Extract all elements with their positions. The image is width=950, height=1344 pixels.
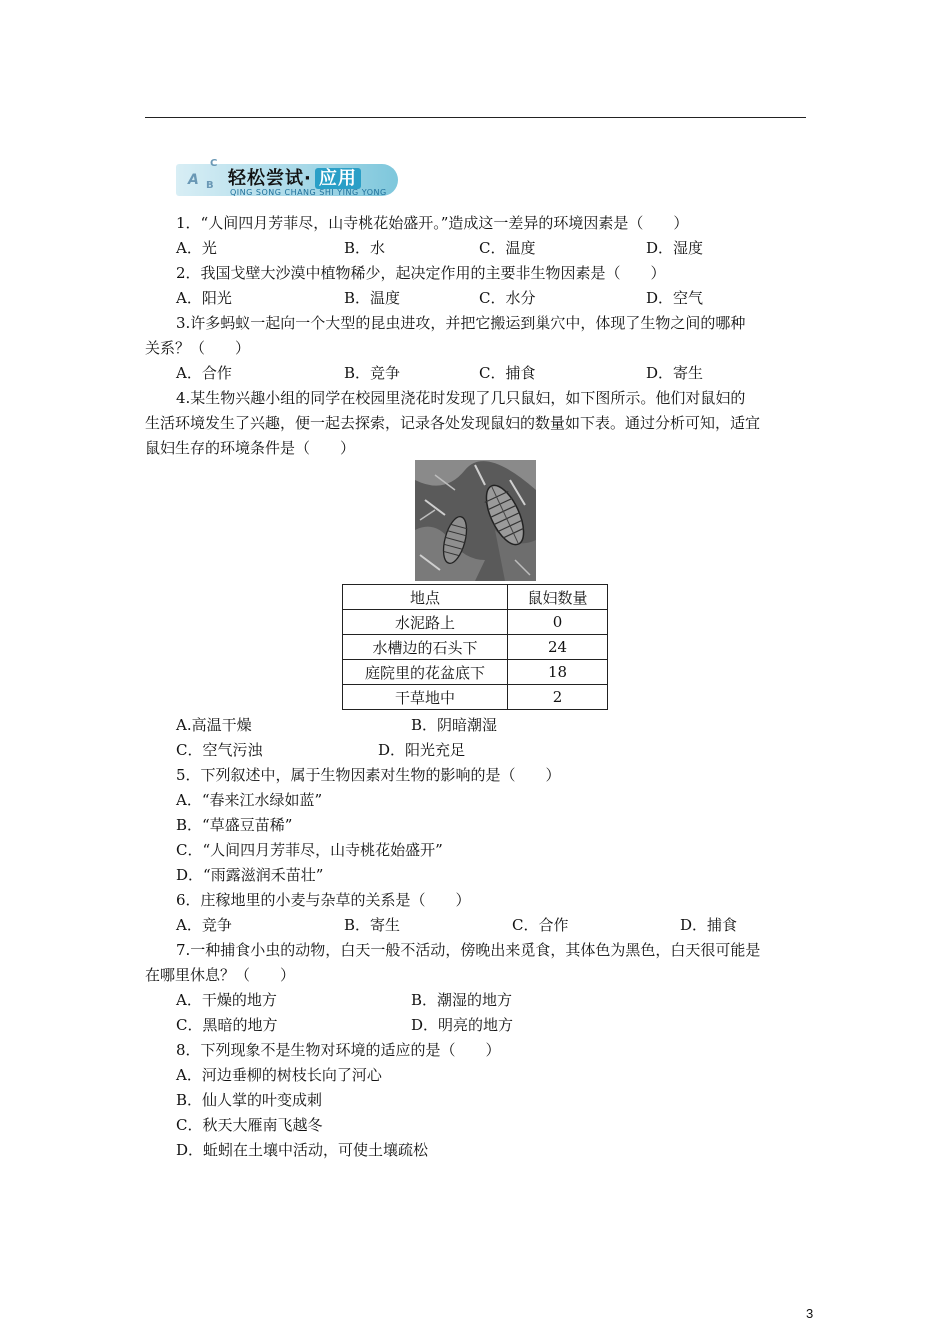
q3-option-b: B．竞争 <box>344 364 401 382</box>
q6-option-b: B．寄生 <box>344 916 401 934</box>
q3-stem-line2: 关系？（ ） <box>145 339 251 357</box>
q1-option-d: D．湿度 <box>646 239 704 257</box>
q5-option-c: C．“人间四月芳菲尽，山寺桃花始盛开” <box>176 841 443 859</box>
table-header-location: 地点 <box>343 585 508 610</box>
q3-option-c: C．捕食 <box>479 364 536 382</box>
q2-option-b: B．温度 <box>344 289 401 307</box>
q2-stem: 2．我国戈壁大沙漠中植物稀少，起决定作用的主要非生物因素是（ ） <box>176 264 666 282</box>
q8-option-c: C．秋天大雁南飞越冬 <box>176 1116 323 1134</box>
q4-option-b: B．阴暗潮湿 <box>411 716 498 734</box>
q1-option-a: A．光 <box>176 239 217 257</box>
q4-stem-line3: 鼠妇生存的环境条件是（ ） <box>145 439 356 457</box>
table-header-count: 鼠妇数量 <box>508 585 608 610</box>
q2-option-d: D．空气 <box>646 289 704 307</box>
q8-option-d: D．蚯蚓在土壤中活动，可使土壤疏松 <box>176 1141 429 1159</box>
q8-option-a: A．河边垂柳的树枝长向了河心 <box>176 1066 382 1084</box>
q1-option-c: C．温度 <box>479 239 536 257</box>
q6-option-d: D．捕食 <box>680 916 738 934</box>
pillbug-photo <box>415 460 536 581</box>
q7-stem-line1: 7.一种捕食小虫的动物，白天一般不活动，傍晚出来觅食，其体色为黑色，白天很可能是 <box>176 941 761 959</box>
table-cell-location: 水槽边的石头下 <box>343 635 508 660</box>
banner-title <box>228 164 361 190</box>
q7-option-b: B．潮湿的地方 <box>411 991 513 1009</box>
table-cell-count: 18 <box>508 660 608 685</box>
q7-option-c: C．黑暗的地方 <box>176 1016 278 1034</box>
q7-option-d: D．明亮的地方 <box>411 1016 514 1034</box>
table-cell-location: 干草地中 <box>343 685 508 710</box>
q6-option-c: C．合作 <box>512 916 569 934</box>
banner-pinyin: QING SONG CHANG SHI YING YONG <box>230 188 387 197</box>
banner-letter-c: C <box>210 158 218 169</box>
banner-letter-a: A <box>188 172 199 188</box>
table-row <box>343 660 608 685</box>
table-cell-location: 水泥路上 <box>343 610 508 635</box>
q4-option-d: D．阳光充足 <box>378 741 466 759</box>
table-cell-count: 2 <box>508 685 608 710</box>
banner-title-text: 轻松尝试· <box>228 168 312 189</box>
header-rule <box>145 117 806 118</box>
table-row <box>343 685 608 710</box>
q1-option-b: B．水 <box>344 239 386 257</box>
q8-stem: 8．下列现象不是生物对环境的适应的是（ ） <box>176 1041 501 1059</box>
q5-stem: 5．下列叙述中，属于生物因素对生物的影响的是（ ） <box>176 766 561 784</box>
q4-stem-line2: 生活环境发生了兴趣，便一起去探索，记录各处发现鼠妇的数量如下表。通过分析可知，适宜 <box>145 414 761 432</box>
q7-option-a: A．干燥的地方 <box>176 991 277 1009</box>
q2-option-a: A．阳光 <box>176 289 232 307</box>
q3-option-a: A．合作 <box>176 364 232 382</box>
banner-title-highlight: 应用 <box>315 168 361 189</box>
q1-stem: 1．“人间四月芳菲尽，山寺桃花始盛开。”造成这一差异的环境因素是（ ） <box>176 214 689 232</box>
q5-option-a: A．“春来江水绿如蓝” <box>176 791 323 809</box>
q4-stem-line1: 4.某生物兴趣小组的同学在校园里浇花时发现了几只鼠妇，如下图所示。他们对鼠妇的 <box>176 389 746 407</box>
page-number: 3 <box>806 1306 814 1321</box>
q6-option-a: A．竞争 <box>176 916 232 934</box>
q5-option-b: B．“草盛豆苗稀” <box>176 816 293 834</box>
table-cell-count: 0 <box>508 610 608 635</box>
pillbug-illustration <box>415 460 536 581</box>
banner-letter-b: B <box>206 180 214 191</box>
q8-option-b: B．仙人掌的叶变成刺 <box>176 1091 323 1109</box>
table-header-row <box>343 585 608 610</box>
q7-stem-line2: 在哪里休息？（ ） <box>145 966 296 984</box>
q5-option-d: D．“雨露滋润禾苗壮” <box>176 866 324 884</box>
pillbug-count-table <box>342 584 608 710</box>
q3-stem-line1: 3.许多蚂蚁一起向一个大型的昆虫进攻，并把它搬运到巢穴中，体现了生物之间的哪种 <box>176 314 746 332</box>
q6-stem: 6．庄稼地里的小麦与杂草的关系是（ ） <box>176 891 471 909</box>
q2-option-c: C．水分 <box>479 289 536 307</box>
q4-option-a: A.高温干燥 <box>176 716 252 734</box>
table-cell-count: 24 <box>508 635 608 660</box>
q3-option-d: D．寄生 <box>646 364 704 382</box>
section-banner <box>176 158 398 204</box>
table-row <box>343 635 608 660</box>
table-row <box>343 610 608 635</box>
q4-option-c: C．空气污浊 <box>176 741 263 759</box>
table-cell-location: 庭院里的花盆底下 <box>343 660 508 685</box>
